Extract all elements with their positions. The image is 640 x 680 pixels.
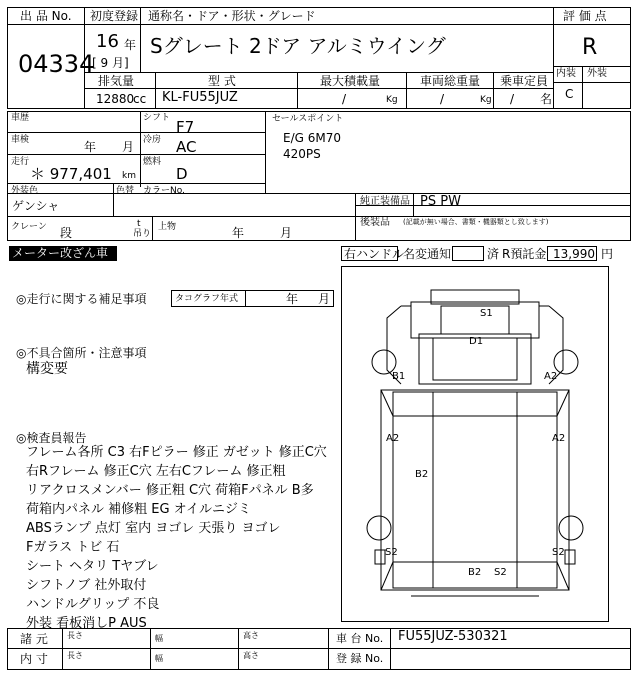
recycle-deposit-label: R預託金 xyxy=(502,247,547,261)
sales-point-label: セールスポイント xyxy=(272,114,344,124)
inspection-year-unit: 年 xyxy=(84,140,97,154)
reg-year: 16 xyxy=(96,31,119,52)
mark-b1: B1 xyxy=(392,371,406,382)
name-change-box xyxy=(452,246,484,261)
lot-label: 出 品 No. xyxy=(20,9,72,23)
aftermarket-note: (記載が無い場合、書類・機器類とし致します) xyxy=(403,218,549,226)
report-line: フレーム各所 C3 右Fピラー 修正 ガゼット 修正C穴 xyxy=(26,445,327,460)
mark-a2-top-right: A2 xyxy=(544,371,558,382)
color-value: ゲンシャ xyxy=(12,199,60,213)
reg-month: [ 9 月] xyxy=(92,56,129,70)
grade-label: 評 価 点 xyxy=(563,9,607,23)
inner-width-label: 幅 xyxy=(155,654,163,663)
tachograph-year-unit: 年 xyxy=(286,292,299,306)
sales-point-line1: E/G 6M70 xyxy=(283,131,341,145)
rear-left-wheel xyxy=(367,516,391,540)
driving-remarks-label: ◎走行に関する補足事項 xyxy=(16,292,147,306)
registration-label: 登 録 No. xyxy=(336,652,384,665)
capacity-label: 乗車定員 xyxy=(500,74,549,88)
cab-body xyxy=(411,302,539,338)
loading-label: 上物 xyxy=(158,222,177,232)
report-line: Fガラス トビ 石 xyxy=(26,540,120,555)
dims-length-label: 長さ xyxy=(67,631,83,640)
dims-width-label: 幅 xyxy=(155,634,163,643)
recycle-deposit-unit: 円 xyxy=(601,247,614,261)
color-label: 外装色 xyxy=(11,186,39,196)
rhd-label: 右ハンドル xyxy=(344,247,405,261)
meter-tamper-flag: メーター改ざん車 xyxy=(9,246,117,261)
loading-month-unit: 月 xyxy=(280,226,293,240)
color-change-label: 色替 xyxy=(116,186,135,196)
mark-s2-left: S2 xyxy=(385,547,398,558)
model-header: 通称名・ドア・形状・グレード xyxy=(148,9,316,23)
dims-label: 諸 元 xyxy=(20,632,48,646)
inner-dims-label: 内 寸 xyxy=(20,652,48,666)
max-load-label: 最大積載量 xyxy=(320,74,381,88)
rear-right-wheel xyxy=(559,516,583,540)
inspection-month-unit: 月 xyxy=(122,140,135,154)
mark-s2-bottom: S2 xyxy=(494,567,507,578)
inspection-label: 車検 xyxy=(11,135,30,145)
report-line: シート ヘタリ Tヤブレ xyxy=(26,559,159,574)
tachograph-label: タコグラフ年式 xyxy=(175,294,239,304)
loading-year-unit: 年 xyxy=(232,226,245,240)
mark-b2-bottom: B2 xyxy=(468,567,482,578)
report-line: リアクロスメンバー 修正粗 C穴 荷箱Fパネル B多 xyxy=(26,483,314,498)
tachograph-month-unit: 月 xyxy=(318,292,331,306)
equipment-label: 純正装備品 xyxy=(360,196,410,207)
recycle-deposit-value: 13,990 xyxy=(553,247,595,261)
displacement-value: 12880 xyxy=(96,92,135,106)
capacity-unit: 名 xyxy=(540,92,553,106)
report-line: 右Rフレーム 修正C穴 左右Cフレーム 修正粗 xyxy=(26,464,286,479)
sales-point-line2: 420PS xyxy=(283,147,321,161)
crane-hanging: 吊り xyxy=(133,229,152,239)
equipment-value: PS PW xyxy=(420,194,461,209)
shift-value: F7 xyxy=(176,118,195,136)
interior-label: 内装 xyxy=(556,68,576,79)
mileage-value: ＊ 977,401 xyxy=(30,165,112,183)
grade-value: R xyxy=(582,35,598,60)
deposit-paid-label: 済 xyxy=(487,247,500,261)
history-label: 車歴 xyxy=(11,113,30,123)
type-label: 型 式 xyxy=(208,74,236,88)
gross-weight-value: / xyxy=(440,92,445,106)
capacity-value: / xyxy=(510,92,515,106)
ac-value: AC xyxy=(176,138,197,156)
displacement-unit: cc xyxy=(133,92,147,106)
max-load-unit: Kg xyxy=(386,95,398,105)
color-code-label: カラーNo. xyxy=(143,186,185,196)
gross-weight-unit: Kg xyxy=(480,95,492,105)
cargo-box xyxy=(381,390,569,590)
ac-label: 冷房 xyxy=(143,135,162,145)
lot-number: 04334 xyxy=(18,50,95,78)
report-line: シフトノブ 社外取付 xyxy=(26,578,147,593)
report-line: 荷箱内パネル 補修粗 EG オイルニジミ xyxy=(26,502,252,517)
reg-year-unit: 年 xyxy=(124,38,137,52)
shift-label: シフト xyxy=(143,113,171,123)
mark-a2-left: A2 xyxy=(386,433,400,444)
chassis-value: FU55JUZ-530321 xyxy=(398,629,508,644)
model-name: Sグレート 2ドア アルミウイング xyxy=(150,34,446,58)
front-right-wheel xyxy=(554,350,578,374)
fuel-label: 燃料 xyxy=(143,157,162,167)
interior-grade: C xyxy=(565,87,574,101)
displacement-label: 排気量 xyxy=(98,74,135,88)
mark-s1: S1 xyxy=(480,308,493,319)
first-reg-label: 初度登録 xyxy=(90,9,139,23)
mark-a2-right: A2 xyxy=(552,433,566,444)
gross-weight-label: 車両総重量 xyxy=(420,74,481,88)
report-line: 外装 看板消しP AUS xyxy=(26,616,147,631)
inspector-report-label: ◎検査員報告 xyxy=(16,431,87,445)
aftermarket-label: 後装品 xyxy=(360,217,390,228)
crane-t: t xyxy=(137,219,141,229)
dims-height-label: 高さ xyxy=(243,631,259,640)
defects-value: 構変要 xyxy=(26,361,68,377)
mark-s2-right: S2 xyxy=(552,547,565,558)
report-line: ABSランプ 点灯 室内 ヨゴレ 天張り ヨゴレ xyxy=(26,521,281,536)
footer-frame xyxy=(7,628,631,670)
exterior-label: 外装 xyxy=(587,68,607,79)
max-load-value: / xyxy=(342,92,347,106)
mileage-unit: km xyxy=(122,171,136,181)
mark-b2-middle: B2 xyxy=(415,469,429,480)
type-value: KL-FU55JUZ xyxy=(162,90,238,105)
fuel-value: D xyxy=(176,165,188,183)
inner-length-label: 長さ xyxy=(67,651,83,660)
crane-steps: 段 xyxy=(60,226,73,240)
defects-label: ◎不具合箇所・注意事項 xyxy=(16,346,147,360)
crane-label: クレーン xyxy=(11,222,47,232)
mark-d1: D1 xyxy=(469,336,484,347)
report-line: ハンドルグリップ 不良 xyxy=(26,597,160,612)
chassis-label: 車 台 No. xyxy=(336,632,384,645)
inner-height-label: 高さ xyxy=(243,651,259,660)
mileage-label: 走行 xyxy=(11,157,30,167)
name-change-label: 名変通知 xyxy=(403,247,452,261)
